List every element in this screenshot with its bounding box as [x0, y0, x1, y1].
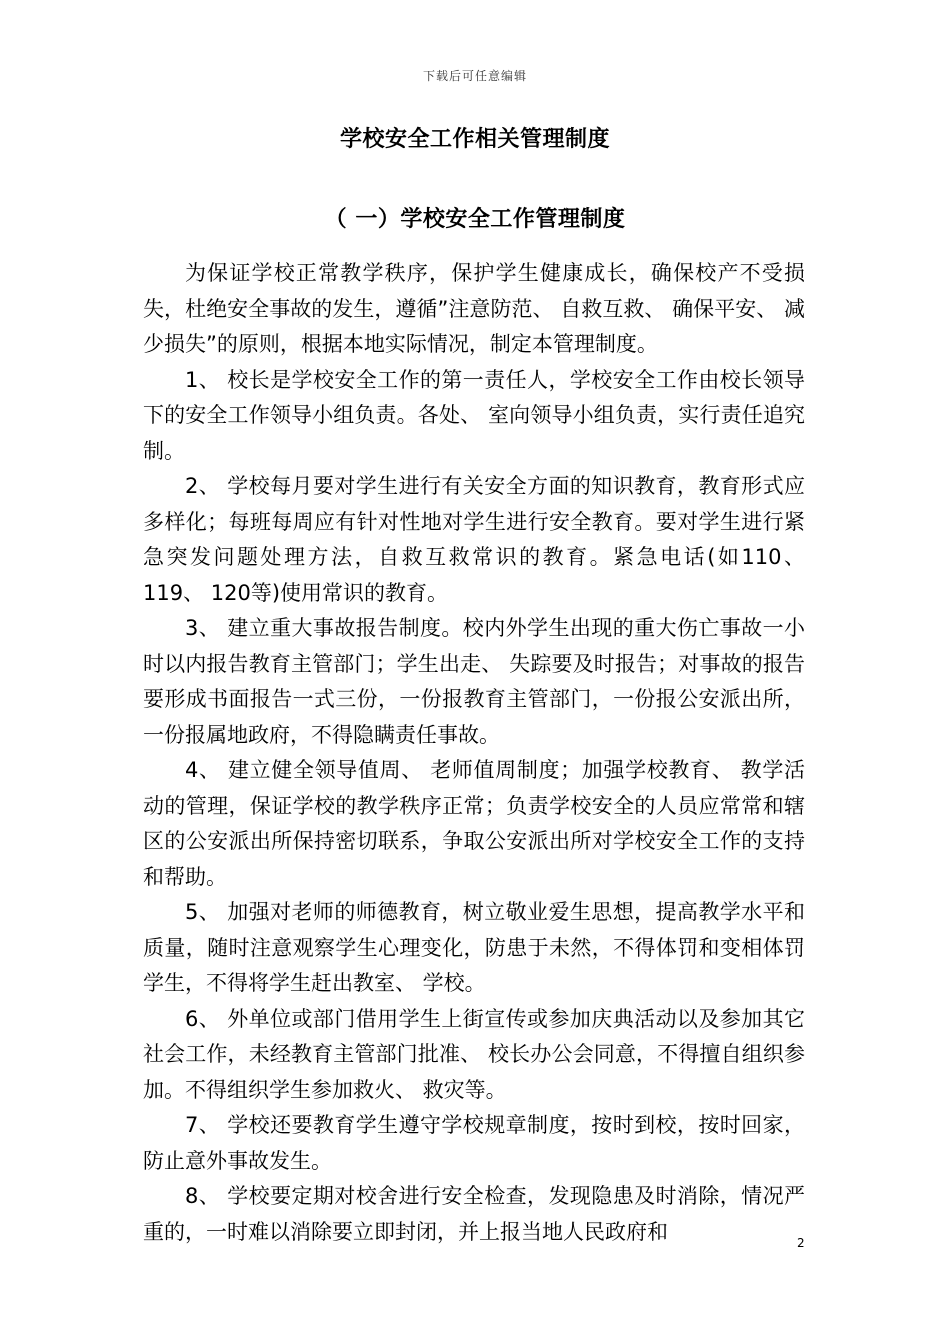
document-title: 学校安全工作相关管理制度 [339, 127, 610, 152]
paragraph-intro: 为保证学校正常教学秩序，保护学生健康成长，确保校产不受损失，杜绝安全事故的发生，遵循”注意防范、 自救互救、 确保平安、 减少损失”的原则，根据本地实际情况，制定本管理制度。 [143, 261, 805, 356]
page-number: 2 [797, 1236, 805, 1250]
document-body [143, 256, 805, 1250]
paragraph-item-6: 6、 外单位或部门借用学生上街宣传或参加庆典活动以及参加其它社会工作，未经教育主管部门批准、 校长办公会同意，不得擅自组织参加。不得组织学生参加救火、 救灾等。 [143, 1006, 805, 1102]
paragraph-item-2: 2、 学校每月要对学生进行有关安全方面的知识教育，教育形式应多样化；每班每周应有针对性地对学生进行安全教育。要对学生进行紧急突发问题处理方法，自救互救常识的教育。紧急电话(如110、 119、 120等)使用常识的教育。 [143, 474, 805, 605]
paragraph-item-8: 8、 学校要定期对校舍进行安全检查，发现隐患及时消除，情况严重的，一时难以消除要立即封闭，并上报当地人民政府和 [143, 1184, 805, 1244]
page-header-note: 下载后可任意编辑 [422, 69, 527, 83]
paragraph-item-4: 4、 建立健全领导值周、 老师值周制度；加强学校教育、 教学活动的管理，保证学校的教学秩序正常；负责学校安全的人员应常常和辖区的公安派出所保持密切联系，争取公安派出所对学校安全工作的支持和帮助。 [143, 758, 805, 889]
paragraph-item-1: 1、 校长是学校安全工作的第一责任人，学校安全工作由校长领导下的安全工作领导小组负责。各处、 室向领导小组负责，实行责任追究制。 [143, 367, 805, 463]
section-title: （ 一）学校安全工作管理制度 [324, 207, 626, 232]
paragraph-item-3: 3、 建立重大事故报告制度。校内外学生出现的重大伤亡事故一小时以内报告教育主管部门；学生出走、 失踪要及时报告；对事故的报告要形成书面报告一式三份，一份报教育主管部门，一份报公安派出所，一份报属地政府，不得隐瞒责任事故。 [143, 616, 805, 747]
paragraph-item-7: 7、 学校还要教育学生遵守学校规章制度，按时到校，按时回家，防止意外事故发生。 [143, 1113, 805, 1173]
paragraph-item-5: 5、 加强对老师的师德教育，树立敬业爱生思想，提高教学水平和质量，随时注意观察学生心理变化，防患于未然，不得体罚和变相体罚学生，不得将学生赶出教室、 学校。 [143, 900, 805, 995]
